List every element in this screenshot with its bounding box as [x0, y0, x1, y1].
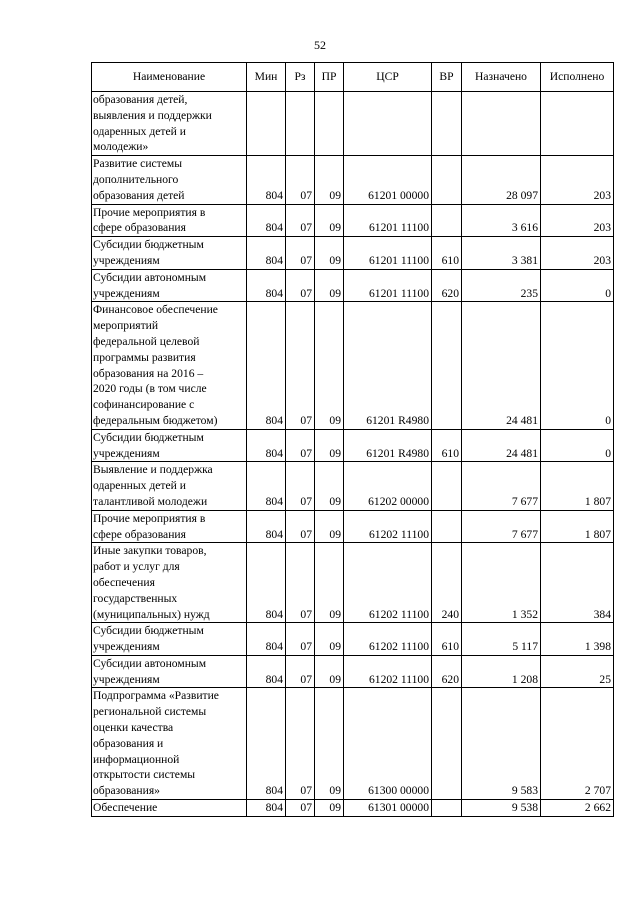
cell-vr [432, 462, 462, 510]
cell-assigned: 3 616 [462, 204, 541, 237]
cell-pr: 09 [315, 800, 344, 817]
cell-executed: 203 [541, 237, 614, 270]
cell-pr: 09 [315, 237, 344, 270]
cell-executed: 0 [541, 429, 614, 462]
cell-vr [432, 204, 462, 237]
cell-rz: 07 [286, 462, 315, 510]
header-assigned: Назначено [462, 63, 541, 92]
cell-vr [432, 92, 462, 156]
cell-pr: 09 [315, 156, 344, 204]
cell-csr: 61202 11100 [344, 543, 432, 623]
cell-executed: 25 [541, 655, 614, 688]
cell-csr: 61202 11100 [344, 623, 432, 656]
cell-vr: 610 [432, 237, 462, 270]
cell-rz: 07 [286, 429, 315, 462]
cell-name: Субсидии бюджетным учреждениям [92, 623, 247, 656]
cell-executed: 0 [541, 302, 614, 429]
cell-min: 804 [247, 800, 286, 817]
cell-min: 804 [247, 302, 286, 429]
cell-min [247, 92, 286, 156]
cell-executed: 384 [541, 543, 614, 623]
table-row [92, 655, 614, 688]
cell-min: 804 [247, 204, 286, 237]
table-row [92, 302, 614, 429]
cell-pr [315, 92, 344, 156]
cell-assigned: 235 [462, 269, 541, 302]
cell-pr: 09 [315, 655, 344, 688]
cell-min: 804 [247, 655, 286, 688]
cell-rz: 07 [286, 269, 315, 302]
cell-assigned: 7 677 [462, 510, 541, 543]
cell-name: Субсидии автономным учреждениям [92, 655, 247, 688]
cell-csr: 61201 R4980 [344, 302, 432, 429]
cell-rz: 07 [286, 688, 315, 800]
cell-rz: 07 [286, 655, 315, 688]
cell-executed: 0 [541, 269, 614, 302]
cell-min: 804 [247, 688, 286, 800]
cell-executed: 1 807 [541, 510, 614, 543]
header-csr: ЦСР [344, 63, 432, 92]
cell-assigned: 3 381 [462, 237, 541, 270]
table-row [92, 462, 614, 510]
cell-name: Субсидии автономным учреждениям [92, 269, 247, 302]
cell-min: 804 [247, 510, 286, 543]
cell-assigned: 9 583 [462, 688, 541, 800]
cell-assigned: 1 352 [462, 543, 541, 623]
cell-min: 804 [247, 269, 286, 302]
header-name: Наименование [92, 63, 247, 92]
cell-name: Обеспечение [92, 800, 247, 817]
cell-name: Иные закупки товаров, работ и услуг для обеспечения государственных (муниципальных) нужд [92, 543, 247, 623]
cell-name: Развитие системы дополнительного образования детей [92, 156, 247, 204]
cell-rz: 07 [286, 510, 315, 543]
cell-csr: 61201 11100 [344, 204, 432, 237]
cell-assigned: 5 117 [462, 623, 541, 656]
cell-pr: 09 [315, 302, 344, 429]
cell-csr: 61202 11100 [344, 510, 432, 543]
table-row [92, 237, 614, 270]
header-executed: Исполнено [541, 63, 614, 92]
cell-vr: 620 [432, 655, 462, 688]
cell-min: 804 [247, 462, 286, 510]
cell-name: Подпрограмма «Развитие региональной системы оценки качества образования и информационной открытости системы образования» [92, 688, 247, 800]
cell-vr [432, 156, 462, 204]
cell-pr: 09 [315, 543, 344, 623]
cell-name: Прочие мероприятия в сфере образования [92, 204, 247, 237]
cell-name: Выявление и поддержка одаренных детей и талантливой молодежи [92, 462, 247, 510]
cell-vr: 610 [432, 623, 462, 656]
cell-name: Прочие мероприятия в сфере образования [92, 510, 247, 543]
table-header-row [92, 63, 614, 92]
cell-vr [432, 302, 462, 429]
cell-csr: 61201 11100 [344, 269, 432, 302]
header-pr: ПР [315, 63, 344, 92]
cell-vr: 620 [432, 269, 462, 302]
cell-executed: 1 398 [541, 623, 614, 656]
cell-executed: 1 807 [541, 462, 614, 510]
budget-table [91, 62, 614, 817]
table-row [92, 688, 614, 800]
cell-rz [286, 92, 315, 156]
table-row [92, 204, 614, 237]
cell-assigned: 9 538 [462, 800, 541, 817]
cell-name: Субсидии бюджетным учреждениям [92, 429, 247, 462]
cell-min: 804 [247, 156, 286, 204]
cell-csr: 61201 R4980 [344, 429, 432, 462]
cell-rz: 07 [286, 156, 315, 204]
cell-csr: 61202 00000 [344, 462, 432, 510]
cell-executed: 2 707 [541, 688, 614, 800]
cell-executed [541, 92, 614, 156]
cell-assigned: 28 097 [462, 156, 541, 204]
cell-csr: 61202 11100 [344, 655, 432, 688]
cell-rz: 07 [286, 543, 315, 623]
table-body [92, 92, 614, 817]
cell-csr [344, 92, 432, 156]
page-number: 52 [314, 38, 326, 52]
cell-pr: 09 [315, 462, 344, 510]
cell-vr [432, 510, 462, 543]
cell-assigned [462, 92, 541, 156]
cell-assigned: 1 208 [462, 655, 541, 688]
cell-assigned: 7 677 [462, 462, 541, 510]
cell-pr: 09 [315, 510, 344, 543]
table-row [92, 543, 614, 623]
cell-rz: 07 [286, 302, 315, 429]
cell-assigned: 24 481 [462, 302, 541, 429]
cell-min: 804 [247, 543, 286, 623]
table-row [92, 623, 614, 656]
cell-pr: 09 [315, 269, 344, 302]
cell-vr [432, 800, 462, 817]
cell-rz: 07 [286, 237, 315, 270]
cell-executed: 203 [541, 156, 614, 204]
cell-csr: 61300 00000 [344, 688, 432, 800]
table-row [92, 510, 614, 543]
table-row [92, 156, 614, 204]
header-rz: Рз [286, 63, 315, 92]
cell-min: 804 [247, 623, 286, 656]
cell-rz: 07 [286, 204, 315, 237]
cell-csr: 61301 00000 [344, 800, 432, 817]
cell-vr: 610 [432, 429, 462, 462]
cell-name: образования детей, выявления и поддержки одаренных детей и молодежи» [92, 92, 247, 156]
cell-min: 804 [247, 237, 286, 270]
cell-pr: 09 [315, 688, 344, 800]
cell-min: 804 [247, 429, 286, 462]
cell-csr: 61201 11100 [344, 237, 432, 270]
cell-assigned: 24 481 [462, 429, 541, 462]
table-row [92, 269, 614, 302]
cell-pr: 09 [315, 204, 344, 237]
cell-csr: 61201 00000 [344, 156, 432, 204]
cell-name: Субсидии бюджетным учреждениям [92, 237, 247, 270]
table-row [92, 429, 614, 462]
cell-pr: 09 [315, 623, 344, 656]
cell-pr: 09 [315, 429, 344, 462]
cell-executed: 203 [541, 204, 614, 237]
header-min: Мин [247, 63, 286, 92]
table-row [92, 800, 614, 817]
cell-rz: 07 [286, 800, 315, 817]
cell-vr [432, 688, 462, 800]
cell-rz: 07 [286, 623, 315, 656]
cell-name: Финансовое обеспечение мероприятий федеральной целевой программы развития образования на 2016 – 2020 годы (в том числе софинансирование с федеральным бюджетом) [92, 302, 247, 429]
header-vr: ВР [432, 63, 462, 92]
cell-executed: 2 662 [541, 800, 614, 817]
cell-vr: 240 [432, 543, 462, 623]
table-row [92, 92, 614, 156]
